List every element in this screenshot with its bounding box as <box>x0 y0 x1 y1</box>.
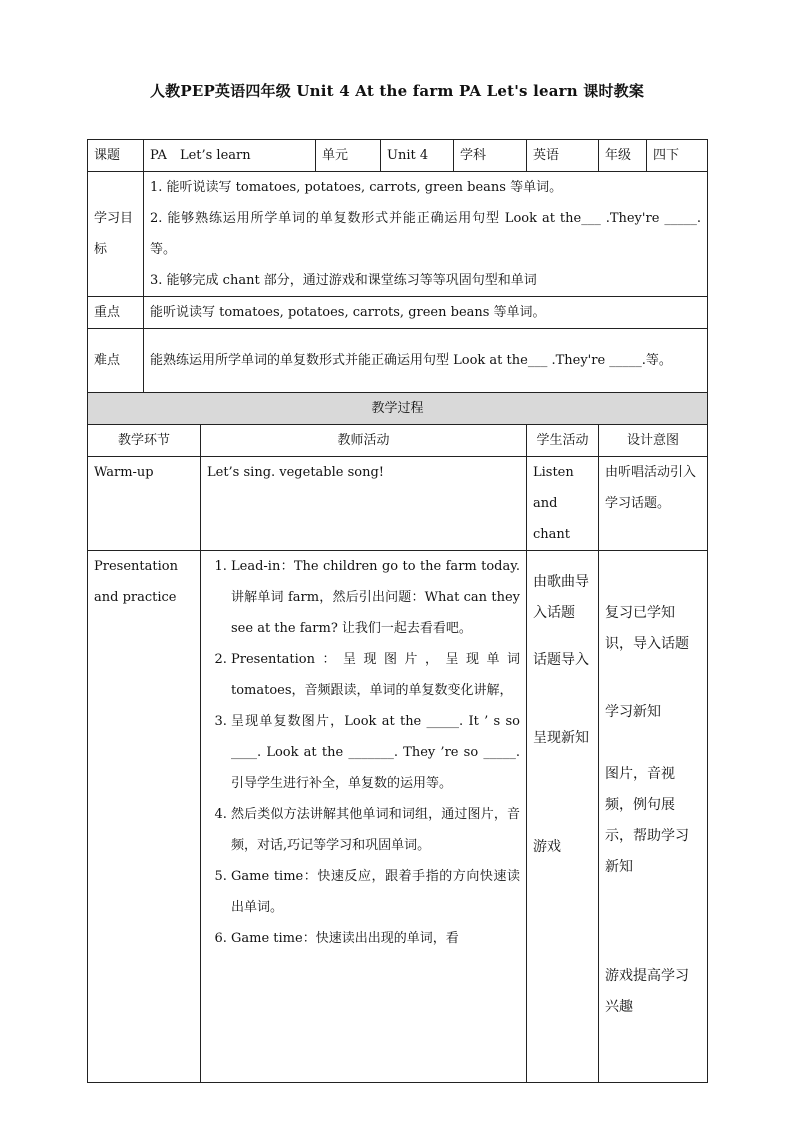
goal-item-1: 1. 能听说读写 tomatoes, potatoes, carrots, green beans 等单词。 <box>150 180 563 195</box>
lesson-plan-table <box>87 139 708 1083</box>
col-intent-header: 设计意图 <box>599 425 708 457</box>
teacher-steps-list <box>207 551 520 954</box>
student-item-2: 话题导入 <box>533 652 589 668</box>
col-stage-header: 教学环节 <box>88 425 201 457</box>
col-teacher-header: 教师活动 <box>201 425 527 457</box>
teacher-step-5: 5. Game time：快速反应，跟着手指的方向快速读出单词。 <box>231 861 520 923</box>
goals-row <box>88 172 708 297</box>
info-row <box>88 140 708 172</box>
warmup-student: Listen and chant <box>527 457 599 551</box>
teacher-step-6: 6. Game time：快速读出出现的单词，看 <box>231 923 520 954</box>
unit-label: 单元 <box>316 140 381 172</box>
intent-item-2: 学习新知 <box>605 704 661 720</box>
goal-item-3: 3. 能够完成 chant 部分，通过游戏和课堂练习等等巩固句型和单词 <box>150 273 537 288</box>
subject-value: 英语 <box>527 140 599 172</box>
student-item-1: 由歌曲导入话题 <box>533 574 589 621</box>
topic-label: 课题 <box>88 140 144 172</box>
teacher-step-2: 2. Presentation：呈现图片，呈现单词 tomatoes，音频跟读，单词的单复数变化讲解， <box>231 644 520 706</box>
intent-item-4: 游戏提高学习兴趣 <box>605 968 689 1015</box>
intent-item-3: 图片，音视频，例句展示，帮助学习新知 <box>605 766 689 875</box>
presentation-row <box>88 551 708 1083</box>
key-point-row <box>88 297 708 329</box>
warmup-teacher: Let’s sing. vegetable song! <box>201 457 527 551</box>
intent-item-1: 复习已学知识，导入话题 <box>605 605 689 652</box>
difficulty-text: 能熟练运用所学单词的单复数形式并能正确运用句型 Look at the___ .They're _____.等。 <box>144 329 708 393</box>
process-header-row <box>88 393 708 425</box>
goals-content <box>144 172 708 297</box>
presentation-teacher <box>201 551 527 1083</box>
grade-label: 年级 <box>599 140 647 172</box>
grade-value: 四下 <box>647 140 708 172</box>
col-student-header: 学生活动 <box>527 425 599 457</box>
subject-label: 学科 <box>454 140 527 172</box>
topic-value: PA Let’s learn <box>144 140 316 172</box>
student-item-4: 游戏 <box>533 839 561 855</box>
key-point-label: 重点 <box>88 297 144 329</box>
warmup-row <box>88 457 708 551</box>
presentation-student <box>527 551 599 1083</box>
page-title: 人教PEP英语四年级 Unit 4 At the farm PA Let's learn 课时教案 <box>149 82 645 100</box>
key-point-text: 能听说读写 tomatoes, potatoes, carrots, green beans 等单词。 <box>144 297 708 329</box>
presentation-intent <box>599 551 708 1083</box>
teacher-step-3: 3. 呈现单复数图片，Look at the _____. It ’ s so ____. Look at the _______. They ’re so _____. 引导学生进行补全，单复数的运用等。 <box>231 706 520 799</box>
difficulty-label: 难点 <box>88 329 144 393</box>
process-columns-row <box>88 425 708 457</box>
goals-label-text: 学习目标 <box>94 211 134 257</box>
warmup-stage: Warm-up <box>88 457 201 551</box>
student-item-3: 呈现新知 <box>533 730 589 746</box>
difficulty-row <box>88 329 708 393</box>
goals-label <box>88 172 144 297</box>
teacher-step-1: 1. Lead-in：The children go to the farm today.讲解单词 farm，然后引出问题：What can they see at the farm? 让我们一起去看看吧。 <box>231 551 520 644</box>
process-header: 教学过程 <box>88 393 708 425</box>
presentation-stage: Presentation and practice <box>88 551 201 1083</box>
goal-item-2: 2. 能够熟练运用所学单词的单复数形式并能正确运用句型 Look at the___ .They're _____.等。 <box>150 211 701 257</box>
warmup-intent: 由听唱活动引入学习话题。 <box>599 457 708 551</box>
teacher-step-4: 4. 然后类似方法讲解其他单词和词组，通过图片，音频，对话,巧记等学习和巩固单词。 <box>231 799 520 861</box>
unit-value: Unit 4 <box>381 140 454 172</box>
